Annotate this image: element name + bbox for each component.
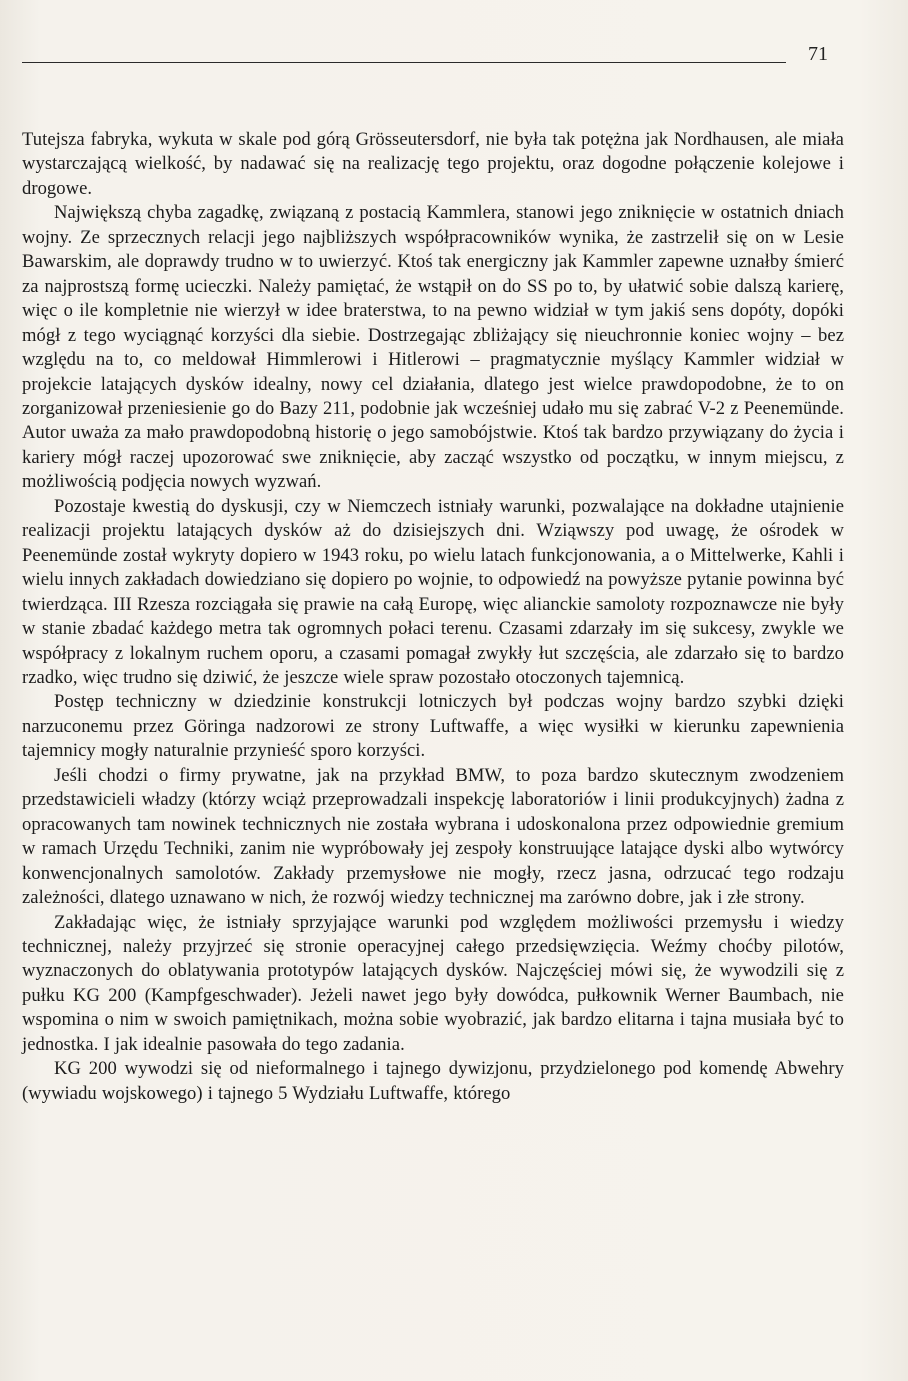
paragraph-4: Postęp techniczny w dziedzinie konstrukcji lotniczych był podczas wojny bardzo szybki dzięki narzuconemu przez Göringa nadzorowi ze strony Luftwaffe, a więc wysiłki w kierunku zapewnienia tajemnicy mogły naturalnie przynieść sporo korzyści. [22,691,844,762]
paragraph-3: Pozostaje kwestią do dyskusji, czy w Niemczech istniały warunki, pozwalające na dokładne utajnienie realizacji projektu latających dysków aż do dzisiejszych dni. Wziąwszy pod uwagę, że ośrodek w Peenemünde został wykryty dopiero w 1943 roku, po wielu latach funkcjonowania, a o Mittelwerke, Kahli i wielu innych zakładach dowiedziano się dopiero po wojnie, to odpowiedź na powyższe pytanie powinna być twierdząca. III Rzesza rozciągała się prawie na całą Europę, więc alianckie samoloty rozpoznawcze nie były w stanie zbadać każdego metra tak ogromnych połaci terenu. Czasami zdarzały im się sukcesy, zwykle we współpracy z lokalnym ruchem oporu, a czasami pomagał zwykły łut szczęścia, ale zdarzało się to bardzo rzadko, więc trudno się dziwić, że jeszcze wiele spraw pozostało otoczonych tajemnicą. [22,495,844,688]
paragraph-2: Największą chyba zagadkę, związaną z postacią Kammlera, stanowi jego zniknięcie w ostatnich dniach wojny. Ze sprzecznych relacji jego najbliższych współpracowników wynika, że zastrzelił się on w Lesie Bawarskim, ale doprawdy trudno w to uwierzyć. Ktoś tak energiczny jak Kammler zapewne uznałby śmierć za najprostszą formę ucieczki. Należy pamiętać, że wstąpił on do SS po to, by ułatwić sobie dalszą karierę, więc o ile kompletnie nie wierzył w idee braterstwa, to na pewno widział w tym jakiś sens dopóty, dopóki mógł z tego wyciągnąć korzyści dla siebie. Dostrzegając zbliżający się nieuchronnie koniec wojny – bez względu na to, co meldował Himmlerowi i Hitlerowi – pragmatycznie myślący Kammler widział w projekcie latających dysków idealny, nowy cel działania, dlatego jest wielce prawdopodobne, że to on zorganizował przeniesienie go do Bazy 211, podobnie jak wcześniej udało mu się zabrać V-2 z Peenemünde. Autor uważa za mało prawdopodobną historię o jego samobójstwie. Ktoś tak bardzo przywiązany do życia i kariery mógł raczej upozorować swe zniknięcie, aby zacząć wszystko od początku, w innym miejscu, z możliwością podjęcia nowych wyzwań. [22,202,844,493]
paragraph-6: Zakładając więc, że istniały sprzyjające warunki pod względem możliwości przemysłu i wiedzy technicznej, należy przyjrzeć się stronie operacyjnej całego przedsięwzięcia. Weźmy choćby pilotów, wyznaczonych do oblatywania prototypów latających dysków. Najczęściej mówi się, że wywodzili się z pułku KG 200 (Kampfgeschwader). Jeżeli nawet jego były dowódca, pułkownik Werner Baumbach, nie wspomina o nim w swoich pamiętnikach, można sobie wyobrazić, jak bardzo elitarna i tajna musiała być to jednostka. I jak idealnie pasowała do tego zadania. [22,911,844,1055]
paragraph-1: Tutejsza fabryka, wykuta w skale pod górą Grösseutersdorf, nie była tak potężna jak Nordhausen, ale miała wystarczającą wielkość, by nadawać się na realizację tego projektu, oraz dogodne połączenie kolejowe i drogowe. [22,129,844,199]
paragraph-7: KG 200 wywodzi się od nieformalnego i tajnego dywizjonu, przydzielonego pod komendę Abwehry (wywiadu wojskowego) i tajnego 5 Wydziału Luftwaffe, którego [22,1058,844,1104]
page-number: 71 [808,43,828,65]
header-rule [22,62,786,63]
body-text [22,128,844,1106]
paragraph-5: Jeśli chodzi o firmy prywatne, jak na przykład BMW, to poza bardzo skutecznym zwodzeniem przedstawicieli władzy (którzy wciąż przeprowadzali inspekcję laboratoriów i linii produkcyjnych) żadna z opracowanych tam nowinek technicznych nie została wybrana i udoskonalona przez odpowiednie gremium w ramach Urzędu Techniki, zanim nie wypróbowały jej zespoły konstruujące latające dyski albo wytwórcy konwencjonalnych samolotów. Zakłady przemysłowe nie mogły, rzecz jasna, odrzucać tego rodzaju zależności, dlatego uznawano w nich, że rozwój wiedzy technicznej ma zarówno dobre, jak i złe strony. [22,764,844,909]
